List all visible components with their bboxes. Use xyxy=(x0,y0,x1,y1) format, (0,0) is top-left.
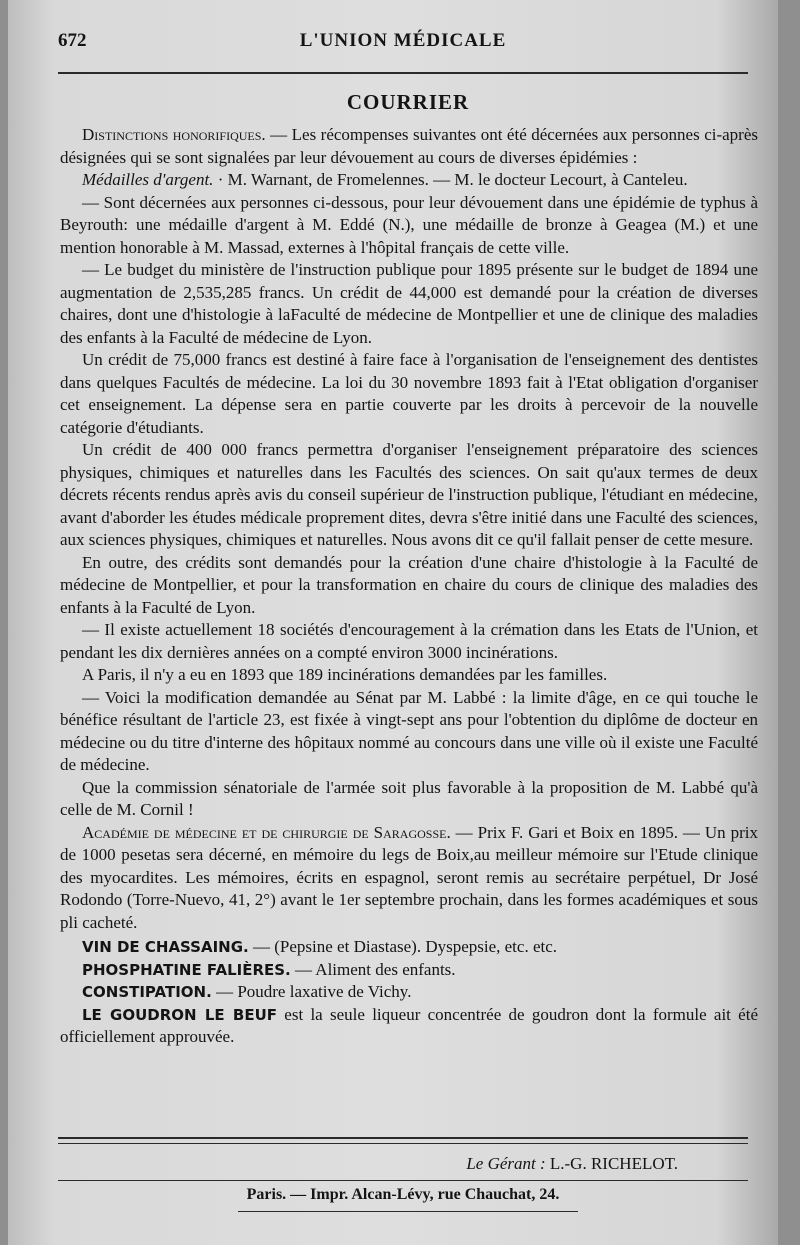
ad-line xyxy=(60,1004,758,1049)
ad-description: — Poudre laxative de Vichy. xyxy=(211,982,412,1001)
ad-name: PHOSPHATINE FALIÈRES. xyxy=(82,960,291,979)
advertisements xyxy=(60,936,758,1049)
ad-name: CONSTIPATION. xyxy=(82,983,212,1001)
paragraph-text: — Sont décernées aux personnes ci-dessous, pour leur dévouement dans une épidémie de typhus à Beyrouth: une médaille d'argent à M. Eddé (N.), une médaille de bronze à Geagea (M.) et une mention honorable à M. Massad, externes à l'hôpital français de cette ville. xyxy=(60,192,758,257)
paragraph xyxy=(60,169,758,192)
page-header xyxy=(58,30,748,60)
paragraph xyxy=(60,349,758,439)
ad-line xyxy=(60,936,758,959)
paragraph-lead: Distinctions honorifiques. xyxy=(82,125,266,144)
paragraph-text: — Voici la modification demandée au Sénat par M. Labbé : la limite d'âge, en ce qui touche le bénéfice résultant de l'article 23, est fixée à vingt-sept ans pour l'obtention du diplôme de docteur en médecine ou du titre d'interne des hôpitaux nommé au concours dans une ville où il existe une Faculté de médecine. xyxy=(60,687,758,774)
paragraph-text: Que la commission sénatoriale de l'armée soit plus favorable à la proposition de M. Labbé qu'à celle de M. Cornil ! xyxy=(60,777,758,819)
paragraph-text: · M. Warnant, de Fromelennes. — M. le docteur Lecourt, à Canteleu. xyxy=(213,170,688,189)
running-title: L'UNION MÉDICALE xyxy=(299,30,507,51)
paragraph xyxy=(60,822,758,935)
paragraph xyxy=(60,777,758,822)
gerant-name: L.-G. RICHELOT. xyxy=(545,1154,678,1173)
gerant-signature xyxy=(466,1154,678,1174)
footer-double-rule xyxy=(58,1137,748,1144)
paragraph-text: Un crédit de 75,000 francs est destiné à faire face à l'organisation de l'enseignement des dentistes dans quelques Facultés de médecine. La loi du 30 novembre 1893 fait à l'Etat obligation d'organiser cet enseignement. La dépense sera en partie couverte par les droits à percevoir de la nouvelle catégorie d'étudiants. xyxy=(60,350,758,437)
newspaper-page xyxy=(8,0,778,1245)
bottom-rule xyxy=(238,1211,578,1212)
ad-description: — (Pepsine et Diastase). Dyspepsie, etc. etc. xyxy=(248,937,558,956)
paragraph xyxy=(60,192,758,260)
gerant-label: Le Gérant : xyxy=(466,1154,546,1173)
paragraph-text: — Les récompenses suivantes ont été décernées aux personnes ci-après désignées qui se sont signalées par leur dévouement au cours de diverses épidémies : xyxy=(60,125,758,167)
paragraph-text: A Paris, il n'y a eu en 1893 que 189 incinérations demandées par les familles. xyxy=(82,665,608,684)
paragraph-lead: Académie de médecine et de chirurgie de Saragosse. xyxy=(82,822,451,842)
article-body xyxy=(60,124,758,1049)
paragraph xyxy=(60,619,758,664)
ad-description: — Aliment des enfants. xyxy=(290,959,456,979)
paragraph-text: — Il existe actuellement 18 sociétés d'encouragement à la crémation dans les Etats de l'Union, et pendant les dix dernières années on a compté environ 3000 incinérations. xyxy=(60,620,758,662)
paragraph-lead: Médailles d'argent. xyxy=(82,170,214,189)
page-number: 672 xyxy=(58,30,87,51)
paragraph-text: — Le budget du ministère de l'instruction publique pour 1895 présente sur le budget de 1894 une augmentation de 2,535,285 francs. Un crédit de 44,000 est demandé pour la création de diverses chaires, dont une d'histologie à laFaculté de médecine de Montpellier et une de clinique des maladies des enfants à la Faculté de médecine de Lyon. xyxy=(60,260,758,347)
paragraph xyxy=(60,664,758,687)
paragraph xyxy=(60,439,758,552)
section-title: COURRIER xyxy=(346,90,470,114)
ad-description: est la seule liqueur concentrée de goudron dont la formule ait été officiellement approuvée. xyxy=(60,1004,758,1046)
ad-line xyxy=(60,981,758,1004)
paragraph xyxy=(60,259,758,349)
footer-rule xyxy=(58,1180,748,1181)
paragraph-text: — Prix F. Gari et Boix en 1895. — Un prix de 1000 pesetas sera décerné, en mémoire du legs de Boix,au meilleur mémoire sur l'Etude clinique des myocardites. Les mémoires, écrits en espagnol, seront remis au secrétaire perpétuel, Dr José Rodondo (Torre-Nuevo, 41, 2°) avant le 1er septembre prochain, dans les formes académiques et sous pli cacheté. xyxy=(60,822,758,932)
paragraph xyxy=(60,687,758,777)
ad-line xyxy=(60,959,758,982)
ad-name: VIN DE CHASSAING. xyxy=(82,938,249,956)
header-rule xyxy=(58,72,748,74)
ad-name: LE GOUDRON LE BEUF xyxy=(82,1005,278,1024)
printer-line: Paris. — Impr. Alcan-Lévy, rue Chauchat, 24. xyxy=(246,1186,560,1203)
paragraph-text: Un crédit de 400 000 francs permettra d'organiser l'enseignement préparatoire des sciences physiques, chimiques et naturelles dans les Facultés des sciences. On sait qu'aux termes de deux décrets récents rendus après avis du conseil supérieur de l'instruction publique, l'étudiant en médecine, avant d'aborder les études médicale proprement dites, devra s'être initié dans une Faculté des sciences, aux sciences physiques, chimiques et naturelles. Nous avons dit ce qu'il fallait penser de cette mesure. xyxy=(60,440,758,549)
paragraph xyxy=(60,124,758,169)
paragraph xyxy=(60,552,758,620)
paragraph-text: En outre, des crédits sont demandés pour la création d'une chaire d'histologie à la Faculté de médecine de Montpellier, et pour la transformation en chaire du cours de clinique des maladies des enfants à la Faculté de Lyon. xyxy=(60,552,758,617)
